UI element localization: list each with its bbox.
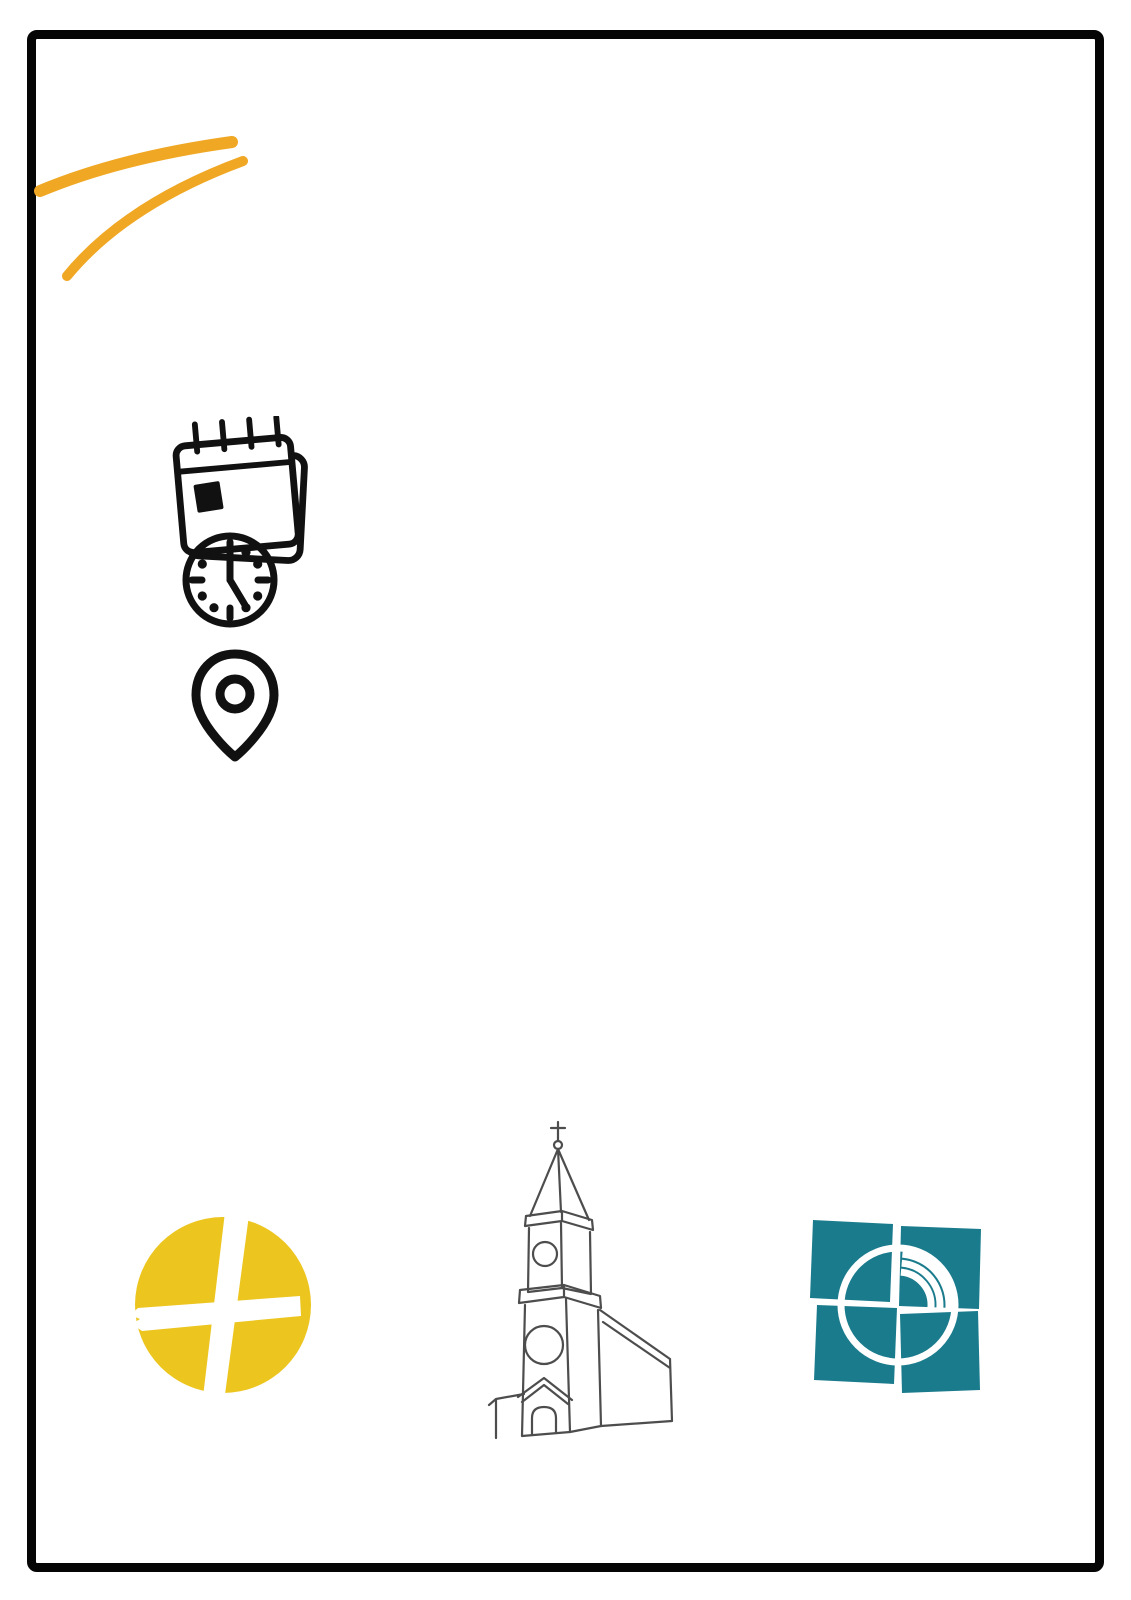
star-separator-icon xyxy=(524,936,588,986)
location-pin-icon xyxy=(190,648,280,763)
cmb-before xyxy=(564,103,566,172)
cmb-after xyxy=(564,103,566,172)
church-illustration xyxy=(440,1116,675,1446)
star-separator-icon xyxy=(524,1026,588,1076)
clock-icon xyxy=(180,530,280,630)
dreikoenigsaktion-logo xyxy=(805,1212,985,1394)
katholische-kirche-logo xyxy=(128,1212,318,1402)
